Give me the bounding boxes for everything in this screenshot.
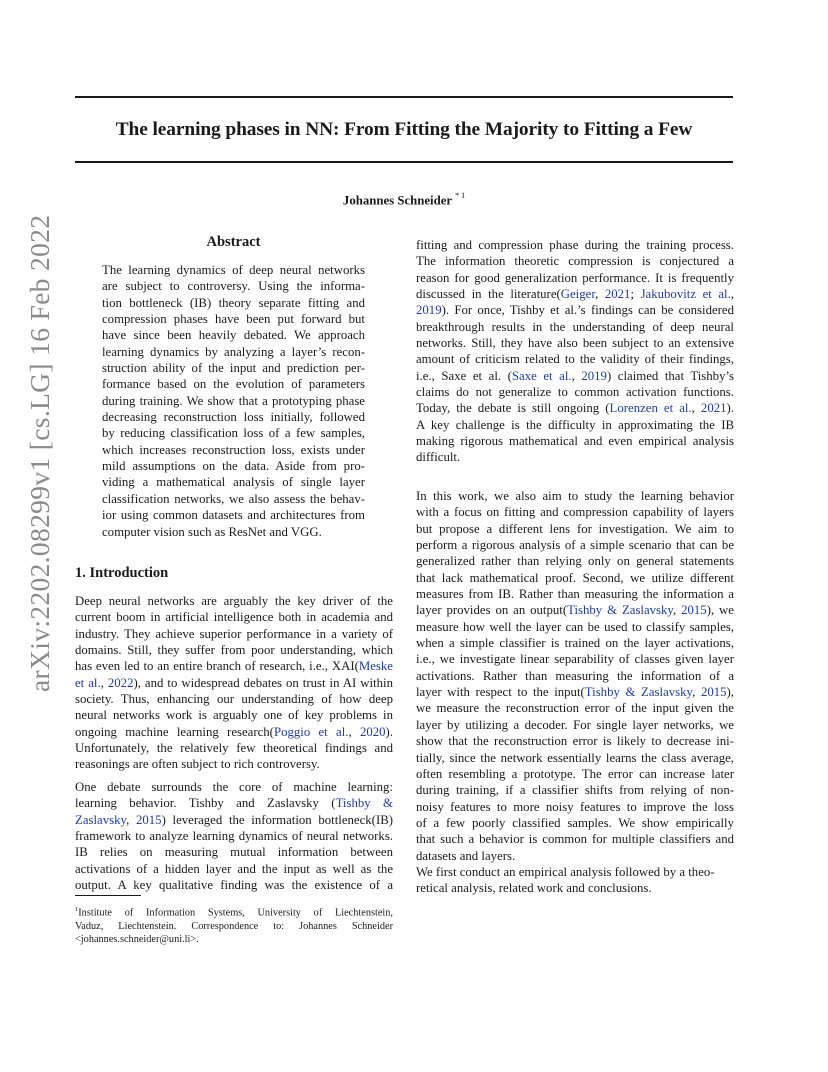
text-run: show that the reconstruction error is likely to decrease ini-	[416, 734, 734, 749]
text-line	[75, 779, 393, 795]
text-run: ,	[126, 812, 136, 827]
text-line	[416, 848, 734, 864]
abstract-line: which increases reconstruction loss, exists under	[102, 442, 365, 457]
abstract-line: have since been heavily debated. We approach	[102, 328, 365, 343]
text-line	[416, 253, 734, 269]
abstract-line: compression phases have been put forward but	[102, 312, 365, 327]
footnote-line	[75, 903, 393, 920]
text-line	[416, 733, 734, 749]
text-line	[416, 864, 734, 880]
citation-link[interactable]: Geiger	[560, 287, 596, 302]
text-run: We first conduct an empirical analysis followed by a theo-	[416, 864, 715, 879]
text-run: claims do not generalize to common activation functions.	[416, 385, 734, 400]
text-run: learning behavior. Tishby and Zaslavsky (	[75, 796, 336, 811]
citation-link[interactable]: 2015	[681, 603, 707, 618]
text-line	[416, 880, 734, 896]
abstract-line: are subject to controversy. Using the informa-	[102, 279, 365, 294]
citation-link[interactable]: et al.	[75, 675, 101, 690]
text-run: networks. Still, they have also been subject to an extensive	[416, 336, 734, 351]
abstract-line: tion bottleneck (IB) theory separate fitting and	[102, 295, 365, 310]
intro-paragraph-1	[75, 593, 393, 773]
text-run: ). For once, Tishby et al.’s findings can be considered	[441, 303, 734, 318]
citation-link[interactable]: Meske	[358, 659, 393, 674]
text-line	[75, 756, 393, 772]
text-line	[416, 270, 734, 286]
text-run: fitting and compression phase during the training process.	[416, 238, 734, 252]
text-run: ),	[726, 685, 734, 700]
text-run: with a focus on fitting and compression capability of layers	[416, 505, 734, 520]
text-line	[416, 504, 734, 520]
text-line	[75, 861, 393, 877]
text-line	[416, 537, 734, 553]
text-line	[416, 766, 734, 782]
text-run: amount of criticism related to the validity of their findings,	[416, 352, 734, 367]
footnote-text: <johannes.schneider@uni.li>.	[75, 933, 199, 945]
abstract-heading: Abstract	[206, 234, 261, 250]
text-run: current boom in artificial intelligence both in academia and	[75, 610, 393, 625]
text-line	[416, 384, 734, 400]
text-line	[416, 488, 734, 504]
abstract-line: decreasing reconstruction loss initially, followed	[102, 410, 365, 425]
text-line	[416, 782, 734, 798]
text-run: noisy features to more noisy features to improve the loss	[416, 799, 734, 814]
text-line	[416, 570, 734, 586]
author-marks: * 1	[455, 191, 466, 200]
text-line	[416, 433, 734, 449]
text-run: reasonings are often subject to rich controversy.	[75, 757, 320, 772]
text-run: that such a behavior is common for multiple classifiers and	[416, 832, 734, 847]
footnote-line	[75, 933, 393, 946]
abstract-line: mild assumptions on the data. Aside from pro-	[102, 459, 365, 474]
text-run: industry. They achieve superior performance in a variety of	[75, 626, 393, 641]
citation-link[interactable]: 2021	[604, 287, 631, 302]
text-run: ,	[692, 685, 701, 700]
citation-link[interactable]: Tishby & Zaslavsky	[584, 685, 693, 700]
citation-link[interactable]: 2015	[700, 685, 727, 700]
arxiv-watermark: arXiv:2202.08299v1 [cs.LG] 16 Feb 2022	[24, 214, 55, 692]
text-run: generalized rather than relying only on general statements	[416, 554, 734, 569]
text-run: society. Thus, enhancing our understanding of how deep	[75, 692, 393, 707]
text-run: making rigorous mathematical and even empirical analysis	[416, 434, 734, 449]
text-line	[75, 691, 393, 707]
abstract-line: struction ability of the input and prediction per-	[102, 361, 365, 376]
text-run: during training, if a classifier shifts from relying of non-	[416, 783, 734, 798]
abstract-line: viding a mathematical analysis of single layer	[102, 475, 365, 490]
citation-link[interactable]: 2019	[416, 303, 442, 318]
text-line	[416, 668, 734, 684]
citation-link[interactable]: 2022	[107, 675, 134, 690]
text-line	[416, 553, 734, 569]
text-run: measure how well the layer can be used to classify samples,	[416, 619, 734, 634]
abstract-line: by reducing classification loss of a few samples,	[102, 426, 365, 441]
text-line	[75, 812, 393, 828]
text-run: ,	[348, 724, 360, 739]
text-run: perform a rigorous analysis of a simple scenario that can be	[416, 538, 734, 553]
text-line	[416, 750, 734, 766]
text-line	[416, 619, 734, 635]
text-run: ), and to widespread debates on trust in AI within	[133, 675, 393, 690]
abstract-line: classification networks, we also assess the behav-	[102, 491, 365, 506]
text-line	[416, 521, 734, 537]
text-run: ) claimed that Tishby’s	[606, 368, 735, 383]
text-run: ,	[595, 287, 605, 302]
text-run: A key challenge is the difficulty in approximating the IB	[416, 417, 734, 432]
citation-link[interactable]: Tishby & Zaslavsky	[567, 603, 673, 618]
text-line	[416, 417, 734, 433]
footnote	[75, 903, 393, 946]
abstract-line: The learning dynamics of deep neural networks	[102, 263, 365, 277]
text-line	[416, 368, 734, 384]
text-run: difficult.	[416, 450, 461, 465]
text-run: IB relies on measuring mutual information between	[75, 845, 393, 860]
text-run: reason for good generalization performance. It is frequently	[416, 270, 734, 285]
intro-paragraph-2	[75, 779, 393, 893]
text-run: but propose a different lens for investigation. We aim to	[416, 521, 734, 536]
citation-link[interactable]: Lorenzen et al.	[609, 401, 692, 416]
text-line	[416, 651, 734, 667]
text-line	[416, 831, 734, 847]
text-run: datasets and layers.	[416, 848, 516, 863]
text-run: often resembling a prototype. The error can increase later	[416, 766, 734, 781]
abstract-line: learning dynamics by analyzing a layer’s recon-	[102, 344, 365, 359]
footnote-text: Vaduz, Liechtenstein. Correspondence to: Johannes Schneider	[75, 920, 393, 932]
text-run: ,	[691, 401, 701, 416]
text-run: layer provides on an output(	[416, 603, 568, 618]
citation-link[interactable]: Tishby &	[335, 796, 393, 811]
text-line	[416, 449, 734, 465]
text-run: measures from IB. Rather than measuring the information a	[416, 587, 734, 602]
text-line	[75, 707, 393, 723]
text-line	[416, 635, 734, 651]
text-line	[75, 844, 393, 860]
text-run: activations. Rather than measuring the information of a	[416, 668, 734, 683]
footnote-rule	[75, 895, 141, 896]
citation-link[interactable]: Saxe et al.	[511, 368, 572, 383]
citation-link[interactable]: 2020	[359, 724, 386, 739]
text-run: Deep neural networks are arguably the key driver of the	[75, 594, 393, 608]
title-bottom-rule	[75, 161, 733, 163]
text-run: activations of a hidden layer and the input as well as the	[75, 861, 393, 876]
abstract-body	[102, 262, 365, 540]
text-run: we measure the reconstruction error of the input given the	[416, 701, 734, 716]
text-run: ).	[726, 401, 734, 416]
text-run: layer by utilizing a decoder. For single layer networks, we	[416, 717, 734, 732]
text-run: Today, the debate is still ongoing (	[416, 401, 610, 416]
footnote-text: Institute of Information Systems, University of Liechtenstein,	[78, 907, 393, 919]
text-run: ).	[385, 724, 393, 739]
section-heading-introduction: 1. Introduction	[75, 565, 169, 581]
citation-link[interactable]: Jakubovitz et al.	[640, 287, 731, 302]
paper-title: The learning phases in NN: From Fitting the Majority to Fitting a Few	[115, 119, 693, 140]
author-name: Johannes Schneider	[342, 193, 453, 208]
text-line	[75, 740, 393, 756]
text-run: neural networks work is arguably one of key problems in	[75, 708, 393, 723]
footnote-line	[75, 920, 393, 933]
text-line	[416, 815, 734, 831]
text-run: framework to analyze learning dynamics of neural networks.	[75, 829, 393, 844]
text-line	[75, 795, 393, 811]
abstract-line: computer vision such as ResNet and VGG.	[102, 524, 322, 539]
text-line	[75, 609, 393, 625]
text-run: discussed in the literature(	[416, 287, 561, 302]
text-line	[416, 335, 734, 351]
text-run: ,	[730, 287, 734, 302]
text-run: i.e., we investigate linear separability of classes given layer	[416, 652, 734, 667]
text-line	[416, 400, 734, 416]
text-run: of a few poorly classified samples. We show empirically	[416, 815, 734, 830]
text-run: ,	[571, 368, 582, 383]
text-run: ongoing machine learning research(	[75, 724, 274, 739]
text-run: Unfortunately, the relatively few theoretical findings and	[75, 741, 393, 756]
text-run: output. A key qualitative finding was the existence of a	[75, 878, 393, 893]
text-line	[75, 658, 393, 674]
text-line	[416, 602, 734, 618]
text-run: has even led to an entire branch of research, i.e., XAI(	[75, 659, 359, 674]
right-paragraph-2	[416, 488, 734, 897]
author-line	[75, 192, 733, 208]
text-run: i.e., Saxe et al. (	[416, 368, 512, 383]
text-line	[75, 877, 393, 893]
text-run: when a simple classifier is trained on the layer activations,	[416, 636, 734, 651]
text-run: In this work, we also aim to study the learning behavior	[416, 489, 734, 503]
right-paragraph-1	[416, 237, 734, 466]
text-run: The information theoretic compression is conjectured a	[416, 254, 734, 269]
text-line	[416, 237, 734, 253]
text-run: ), we	[706, 603, 734, 618]
citation-link[interactable]: Poggio et al.	[273, 724, 349, 739]
text-run: ,	[100, 675, 108, 690]
text-run: ,	[673, 603, 682, 618]
text-line	[416, 586, 734, 602]
citation-link[interactable]: 2015	[135, 812, 162, 827]
text-run: ;	[630, 287, 641, 302]
citation-link[interactable]: Zaslavsky	[75, 812, 127, 827]
text-line	[416, 684, 734, 700]
text-run: tially, since the network essentially learns the class average,	[416, 750, 734, 765]
abstract-line: formance based on the evolution of parameters	[102, 377, 365, 392]
text-line	[75, 828, 393, 844]
citation-link[interactable]: 2019	[581, 368, 607, 383]
text-line	[75, 593, 393, 609]
title-top-rule	[75, 96, 733, 98]
text-line	[75, 642, 393, 658]
text-line	[416, 302, 734, 318]
text-run: ) leveraged the information bottleneck(IB)	[161, 812, 393, 827]
footnote-mark: 1	[75, 906, 79, 913]
text-line	[416, 286, 734, 302]
text-line	[416, 717, 734, 733]
text-line	[416, 799, 734, 815]
text-run: One debate surrounds the core of machine learning:	[75, 780, 393, 794]
text-run: retical analysis, related work and conclusions.	[416, 881, 652, 896]
text-line	[416, 351, 734, 367]
text-line	[416, 319, 734, 335]
text-line	[416, 700, 734, 716]
abstract-line: ior using common datasets and architectures from	[102, 508, 365, 523]
text-line	[75, 675, 393, 691]
text-line	[75, 626, 393, 642]
text-run: that lack mathematical proof. Second, we utilize different	[416, 570, 734, 585]
text-run: layer with respect to the input(	[416, 685, 585, 700]
abstract-line: during training. We show that a prototyping phase	[102, 393, 365, 408]
text-run: domains. Still, they suffer from poor understanding, which	[75, 643, 393, 658]
citation-link[interactable]: 2021	[700, 401, 727, 416]
text-run: breakthrough results in the understanding of deep neural	[416, 319, 734, 334]
text-line	[75, 724, 393, 740]
